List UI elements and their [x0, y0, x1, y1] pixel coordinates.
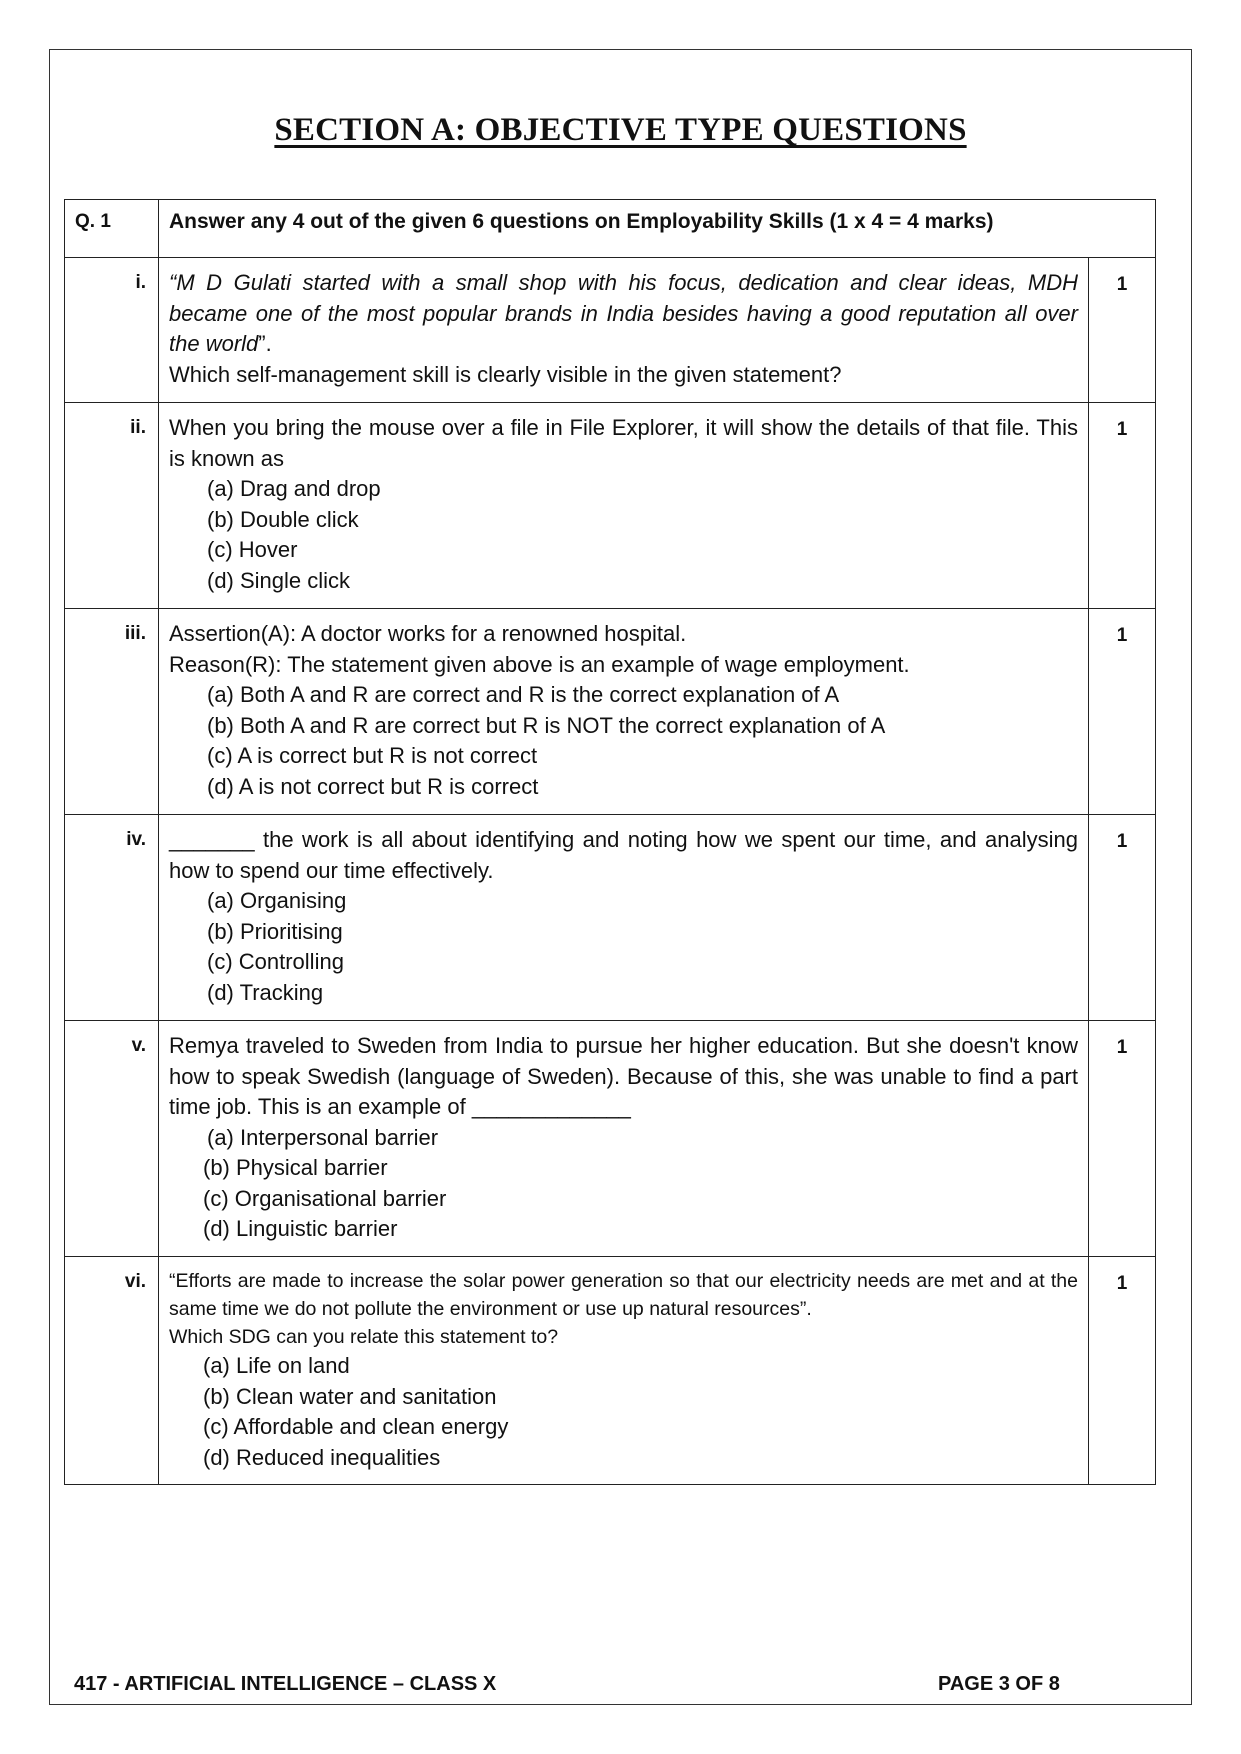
reason-text: Reason(R): The statement given above is an example of wage employment.	[169, 651, 910, 677]
assertion-text: Assertion(A): A doctor works for a renowned hospital.	[169, 621, 687, 646]
option: (d) Tracking	[207, 979, 324, 1005]
question-row	[65, 403, 1156, 609]
question-body	[159, 609, 1089, 815]
question-text: Which SDG can you relate this statement to?	[169, 1326, 559, 1348]
question-body	[159, 258, 1089, 403]
question-row	[65, 258, 1156, 403]
option: (b) Clean water and sanitation	[203, 1383, 497, 1409]
question-number: ii.	[65, 403, 159, 609]
option: (d) A is not correct but R is correct	[207, 773, 539, 799]
option: (d) Linguistic barrier	[203, 1216, 398, 1241]
question-row	[65, 1021, 1156, 1257]
option: (c) Controlling	[207, 949, 344, 974]
marks: 1	[1089, 609, 1156, 815]
question-row	[65, 1257, 1156, 1485]
question-row	[65, 815, 1156, 1021]
option: (c) Hover	[207, 537, 298, 562]
question-quote: “M D Gulati started with a small shop with his focus, dedication and clear ideas, MDH became one of the most popular brands in India besides having a good reputation all over the world	[169, 270, 1078, 356]
question-row	[65, 609, 1156, 815]
option: (a) Interpersonal barrier	[207, 1124, 439, 1150]
question-number: Q. 1	[65, 200, 159, 258]
question-number: v.	[65, 1021, 159, 1257]
question-body	[159, 403, 1089, 609]
option: (d) Single click	[207, 567, 351, 593]
option: (a) Organising	[207, 888, 347, 913]
option: (b) Both A and R are correct but R is NOT the correct explanation of A	[207, 712, 886, 738]
question-body	[159, 815, 1089, 1021]
marks: 1	[1089, 1021, 1156, 1257]
question-text: Remya traveled to Sweden from India to pursue her higher education. But she doesn't know how to speak Swedish (language of Sweden). Because of this, she was unable to find a part time job. This is an example of _____________	[169, 1033, 1078, 1119]
question-text: When you bring the mouse over a file in File Explorer, it will show the details of that file. This is known as	[169, 415, 1078, 471]
footer-subject: 417 - ARTIFICIAL INTELLIGENCE – CLASS X	[74, 1673, 497, 1695]
question-body	[159, 1257, 1089, 1485]
option: (a) Life on land	[203, 1353, 350, 1378]
option: (c) Organisational barrier	[203, 1185, 447, 1211]
option: (a) Drag and drop	[207, 476, 381, 501]
question-text: Which self-management skill is clearly visible in the given statement?	[169, 361, 842, 387]
options-list	[169, 680, 1078, 802]
footer-page-number: PAGE 3 OF 8	[938, 1673, 1060, 1695]
options-list	[169, 1123, 1078, 1245]
marks: 1	[1089, 403, 1156, 609]
question-text: _______ the work is all about identifying and noting how we spent our time, and analysing how to spend our time effectively.	[169, 827, 1078, 883]
marks: 1	[1089, 1257, 1156, 1485]
marks: 1	[1089, 258, 1156, 403]
option: (b) Physical barrier	[203, 1155, 388, 1180]
option: (b) Prioritising	[207, 918, 343, 944]
question-body	[159, 1021, 1089, 1257]
question-instruction: Answer any 4 out of the given 6 questions on Employability Skills (1 x 4 = 4 marks)	[159, 200, 1156, 258]
question-number: i.	[65, 258, 159, 403]
question-quote: “Efforts are made to increase the solar power generation so that our electricity needs are met and at the same time we do not pollute the environment or use up natural resources”.	[169, 1270, 1078, 1320]
option: (c) Affordable and clean energy	[203, 1414, 509, 1439]
question-table	[64, 199, 1156, 1485]
question-number: vi.	[65, 1257, 159, 1485]
section-title: SECTION A: OBJECTIVE TYPE QUESTIONS	[274, 112, 967, 148]
table-header-row	[65, 200, 1156, 258]
question-number: iv.	[65, 815, 159, 1021]
question-number: iii.	[65, 609, 159, 815]
option: (d) Reduced inequalities	[203, 1444, 441, 1470]
options-list	[169, 886, 1078, 1008]
options-list	[169, 474, 1078, 596]
question-quote-end: ”.	[258, 331, 272, 356]
option: (a) Both A and R are correct and R is the correct explanation of A	[207, 682, 840, 707]
option: (b) Double click	[207, 506, 359, 532]
options-list	[169, 1351, 1078, 1473]
option: (c) A is correct but R is not correct	[207, 743, 538, 768]
marks: 1	[1089, 815, 1156, 1021]
